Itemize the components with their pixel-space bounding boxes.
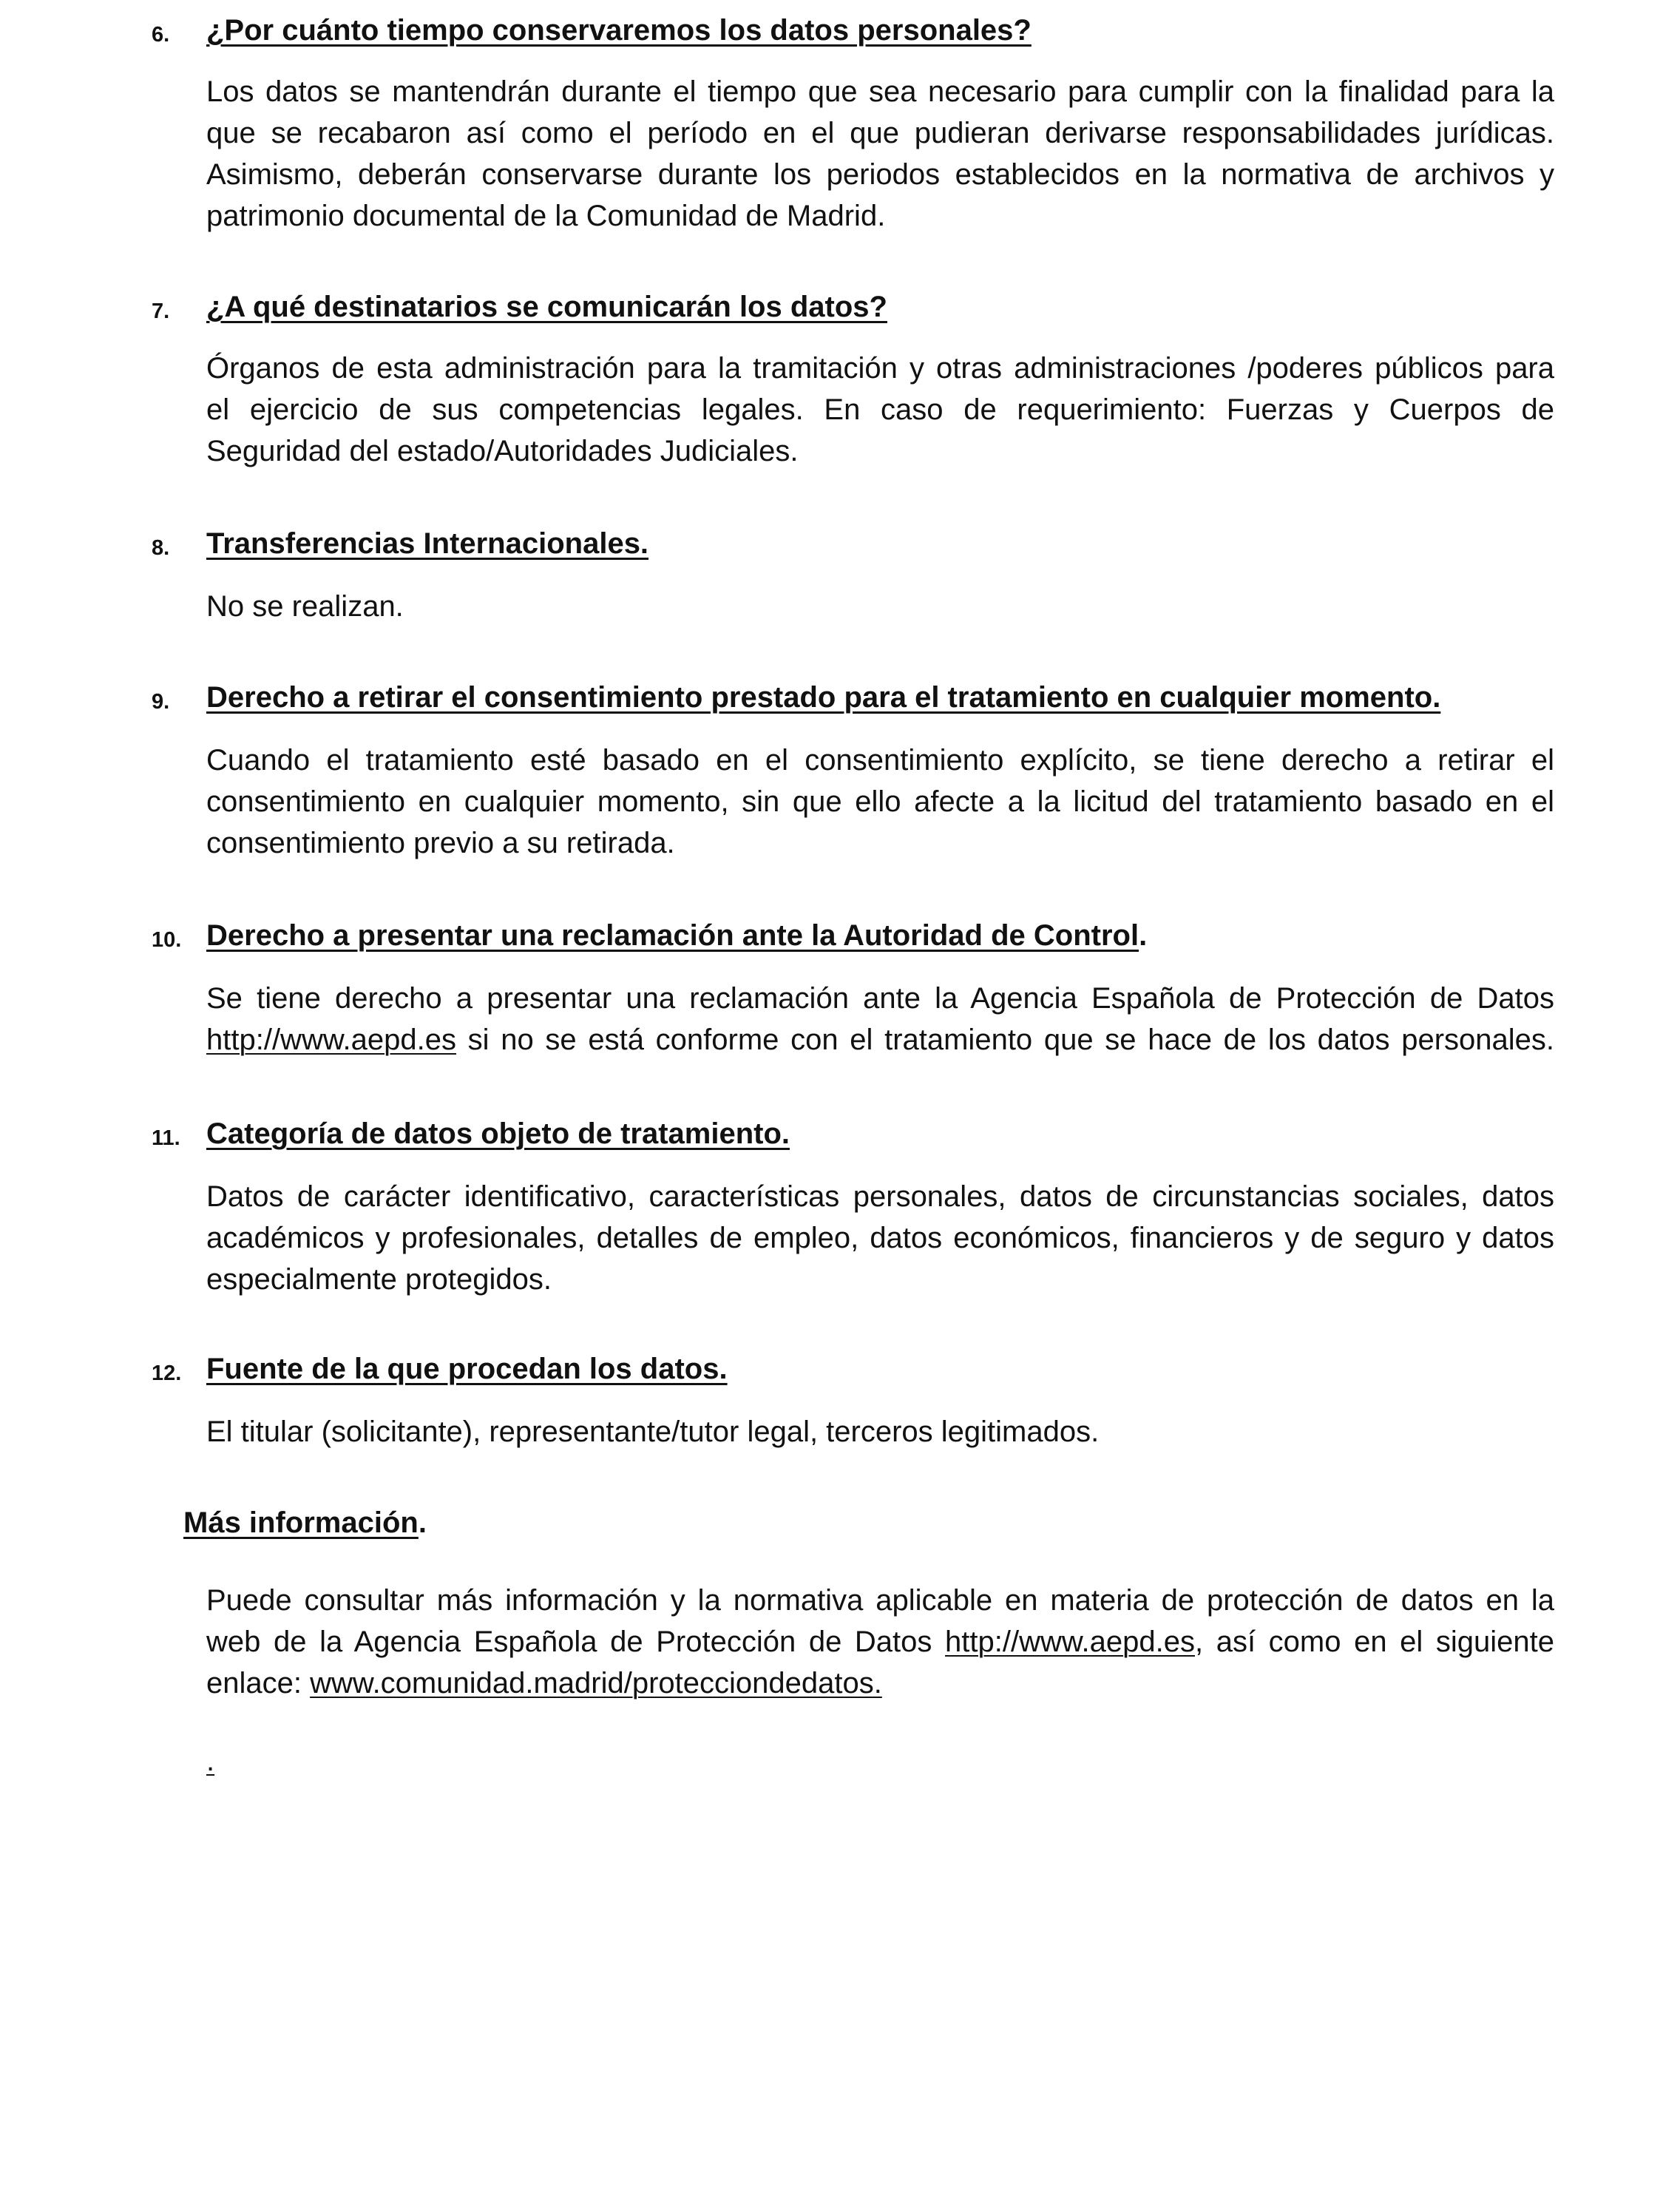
body-line: Datos de carácter identificativo, características personales, datos de circunstancias sociales, datos [206, 1180, 1554, 1213]
body-line: web de la Agencia Española de Protección de Datos http://www.aepd.es, así como en el siguiente [206, 1626, 1555, 1658]
body-line: enlace: www.comunidad.madrid/protecciondedatos. [206, 1667, 882, 1699]
section-9 [0, 679, 1680, 859]
body-line: Los datos se mantendrán durante el tiempo que sea necesario para cumplir con la finalidad para la [206, 75, 1554, 108]
trailing-mark: . [206, 1745, 215, 1777]
body-line: el ejercicio de sus competencias legales. En caso de requerimiento: Fuerzas y Cuerpos de [206, 393, 1554, 426]
section-title: Transferencias Internacionales. [206, 527, 649, 560]
section-body [206, 978, 1554, 1061]
body-line: académicos y profesionales, detalles de empleo, datos económicos, financieros y de seguro y datos [206, 1222, 1554, 1254]
section-title: Fuente de la que procedan los datos. [206, 1353, 728, 1385]
body-line: Cuando el tratamiento esté basado en el consentimiento explícito, se tiene derecho a retirar el [206, 744, 1554, 777]
body-line: que se recabaron así como el período en el que pudieran derivarse responsabilidades jurídicas. [206, 117, 1554, 149]
section-7 [0, 288, 1680, 467]
section-body [206, 1176, 1554, 1300]
body-line: consentimiento en cualquier momento, sin que ello afecte a la licitud del tratamiento basado en el [206, 785, 1554, 818]
section-number: 9. [152, 690, 170, 714]
body-line: patrimonio documental de la Comunidad de Madrid. [206, 200, 886, 232]
body-line: Seguridad del estado/Autoridades Judiciales. [206, 435, 799, 467]
body-line: No se realizan. [206, 590, 404, 623]
section-12 [0, 1350, 1680, 1448]
section-body [206, 740, 1554, 864]
section-title: ¿A qué destinatarios se comunicarán los datos? [206, 291, 887, 323]
aepd-link[interactable]: http://www.aepd.es [945, 1626, 1195, 1658]
body-line: consentimiento previo a su retirada. [206, 827, 675, 859]
section-body [206, 586, 1554, 627]
more-info-body [206, 1580, 1554, 1704]
body-line: http://www.aepd.es si no se está conforme con el tratamiento que se hace de los datos personales. [206, 1024, 1554, 1056]
body-line: Asimismo, deberán conservarse durante los periodos establecidos en la normativa de archivos y [206, 158, 1554, 191]
body-line: Puede consultar más información y la normativa aplicable en materia de protección de datos en la [206, 1584, 1554, 1617]
section-title: Categoría de datos objeto de tratamiento. [206, 1117, 790, 1150]
more-info-title: Más información. [183, 1506, 427, 1539]
section-body [206, 348, 1554, 472]
section-number: 8. [152, 536, 170, 560]
section-title: Derecho a retirar el consentimiento prestado para el tratamiento en cualquier momento. [206, 681, 1441, 714]
body-line: Órganos de esta administración para la tramitación y otras administraciones /poderes públicos para [206, 352, 1554, 385]
section-body [206, 1411, 1554, 1452]
section-6 [0, 12, 1680, 232]
section-title: ¿Por cuánto tiempo conservaremos los datos personales? [206, 14, 1032, 47]
section-title: Derecho a presentar una reclamación ante la Autoridad de Control. [206, 919, 1148, 952]
section-number: 10. [152, 928, 182, 952]
body-line: El titular (solicitante), representante/tutor legal, terceros legitimados. [206, 1416, 1100, 1448]
section-8 [0, 525, 1680, 623]
aepd-link[interactable]: http://www.aepd.es [206, 1024, 456, 1056]
comunidad-madrid-link[interactable]: www.comunidad.madrid/protecciondedatos. [310, 1667, 882, 1699]
section-number: 7. [152, 300, 170, 323]
section-11 [0, 1115, 1680, 1296]
body-line: especialmente protegidos. [206, 1263, 552, 1296]
section-number: 11. [152, 1126, 180, 1150]
section-number: 12. [152, 1362, 182, 1385]
section-body [206, 71, 1554, 237]
section-number: 6. [152, 23, 170, 47]
body-line: Se tiene derecho a presentar una reclamación ante la Agencia Española de Protección de Datos [206, 982, 1554, 1015]
section-10 [0, 917, 1680, 1056]
